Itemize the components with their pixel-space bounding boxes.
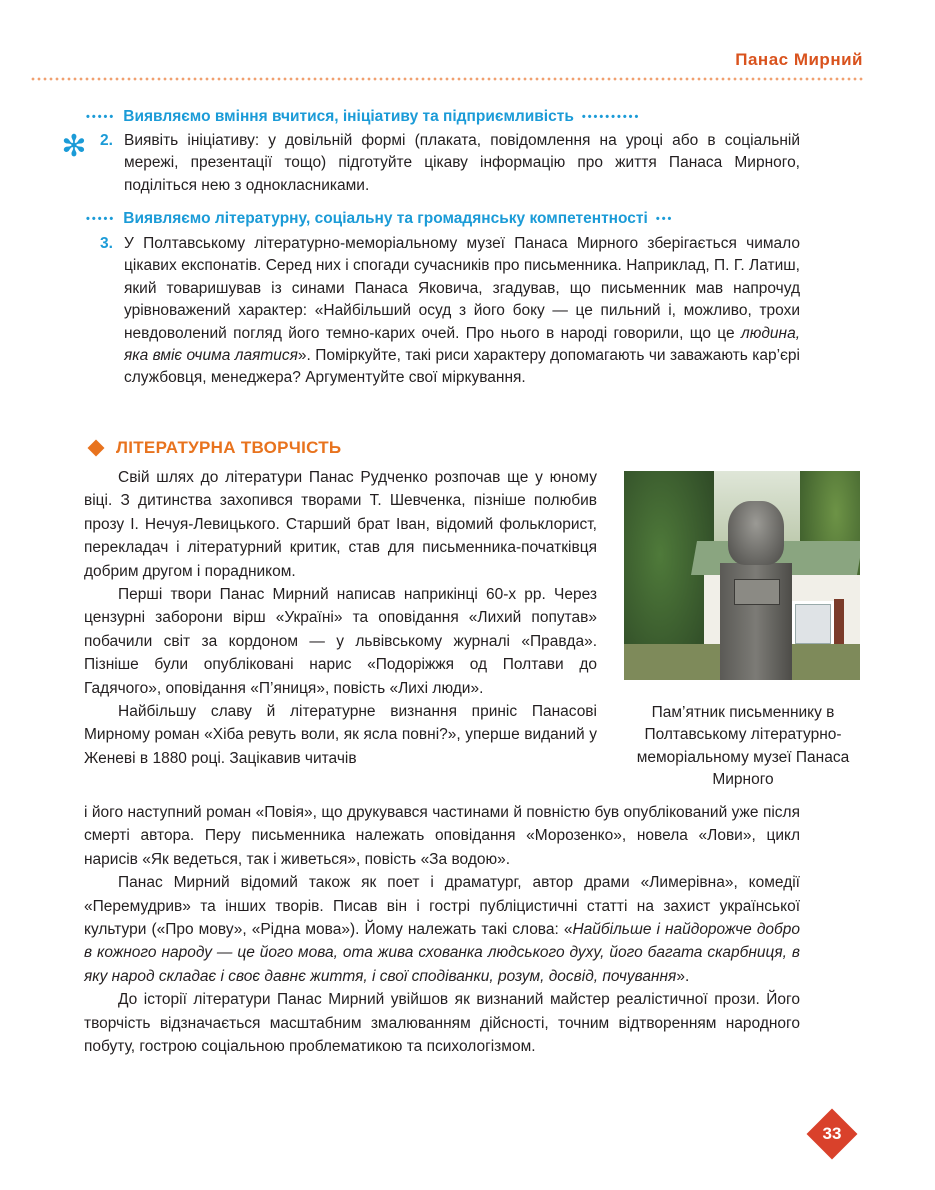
page-number-badge: [806, 1108, 858, 1160]
task-number: 3.: [100, 235, 113, 252]
task-3: [100, 233, 800, 390]
running-head: Панас Мирний: [735, 50, 863, 69]
task-text-b: ». Поміркуйте, такі риси характеру допомагають чи заважають кар’єрі службовця, менеджера? Аргументуйте свої міркування.: [124, 347, 800, 387]
main-text-wide: [84, 801, 800, 1058]
paragraph-4: [84, 871, 800, 988]
paragraph-2: Перші твори Панас Мирний написав наприкінці 60-х рр. Через цензурні заборони вірш «Україні» та оповідання «Лихий попутав» побачили світ за кордоном — у львівському журналі «Правда». Пізніше були опубліковані нарис «Подоріжжя од Полтави до Гадячого», оповідання «П’яниця», повість «Лихі люди».: [84, 586, 597, 697]
paragraph-3-end: і його наступний роман «Повія», що друкувався частинами й повністю був опублікований уже після смерті автора. Перу письменника належать оповідання «Морозенко», новела «Лови», цикл нарисів «Як ведеться, так і живеться», повість «За водою».: [84, 804, 800, 868]
paragraph-4-text: Панас Мирний відомий також як поет і драматург, автор драми «Лимерівна», комедії «Перемудрив» та інших творів. Писав він і гострі публіцистичні статті на захист української культури («Про мову», «Рідна мова»). Йому належать такі слова: «: [84, 874, 800, 939]
task-number: 2.: [100, 132, 113, 149]
paragraph-5: До історії літератури Панас Мирний увійшов як визнаний майстер реалістичної прози. Його творчість відзначається масштабним змалюванням дійсності, точним відтворенням народного побуту, гострою соціальною проблематикою та психологізмом.: [84, 991, 800, 1056]
window-shutter: [834, 599, 844, 645]
heading-dots-lead: •••••: [86, 111, 116, 123]
literary-work-heading: [90, 436, 341, 460]
section-heading-initiative: [86, 106, 805, 128]
section-heading-competence: [86, 208, 805, 230]
heading-dots-lead: •••••: [86, 213, 116, 225]
snowflake-icon: ✻: [61, 130, 87, 163]
task-text: Виявіть ініціативу: у довільній формі (плаката, повідомлення на уроці або в соціальній мережі, презентації тощо) підготуйте цікаву інформацію про життя Панаса Мирного, поділіться нею з однокласниками.: [124, 132, 800, 194]
heading-dots-trail: ••••••••••: [581, 111, 641, 123]
quote-italic: Найбільше і найдорожче добро в кожного народу — це його мова, ота жива схованка людського духу, його багата скарбниця, в яку народ складає і своє давнє життя, і свої сподіванки, розум, досвід, почування: [84, 921, 800, 985]
diamond-bullet-icon: [88, 440, 105, 457]
quote-close: ».: [676, 967, 690, 985]
heading-dots-trail: •••: [655, 213, 674, 225]
section-heading-title: Виявляємо вміння вчитися, ініціативу та підприємливість: [123, 108, 574, 125]
paragraph-1: Свій шлях до літератури Панас Рудченко розпочав ще у юному віці. З дитинства захопився творами Т. Шевченка, пізніше полюбив прозу І. Нечуя-Левицького. Старший брат Іван, відомий фольклорист, перекладач і літературний критик, став для письменника-початківця добрим другом і порадником.: [84, 469, 597, 580]
paragraph-3-start: Найбільшу славу й літературне визнання приніс Панасові Мирному роман «Хіба ревуть воли, як ясла повні?», уперше виданий у Женеві в 1880 році. Зацікавив читачів: [84, 703, 597, 767]
dotted-rule: [30, 77, 863, 81]
page-number: 33: [822, 1124, 842, 1143]
heading-title: ЛІТЕРАТУРНА ТВОРЧІСТЬ: [116, 438, 342, 457]
task-text-italic: людина, яка вміє очима лаятися: [124, 324, 800, 365]
section-heading-title: Виявляємо літературну, соціальну та громадянську компетентності: [123, 210, 648, 227]
photo-caption: Пам’ятник письменнику в Полтавському літературно-меморіальному музеї Панаса Мирного: [636, 704, 850, 789]
text-column: [84, 466, 597, 770]
task-text-a: У Полтавському літературно-меморіальному музеї Панаса Мирного зберігається чимало цікавих експонатів. Серед них і спогади сучасників про письменника. Наприклад, П. Г. Латиш, який товаришував із синами Панаса Яковича, згадував, що письменник мав напрочуд урівноважений характер: «Найбільший осуд з його боку — це пильний і, можливо, трохи невдоволений погляд його темно-карих очей. Про нього в народі говорили, що це: [124, 235, 800, 342]
task-2: [100, 130, 800, 197]
main-text: [84, 466, 800, 770]
